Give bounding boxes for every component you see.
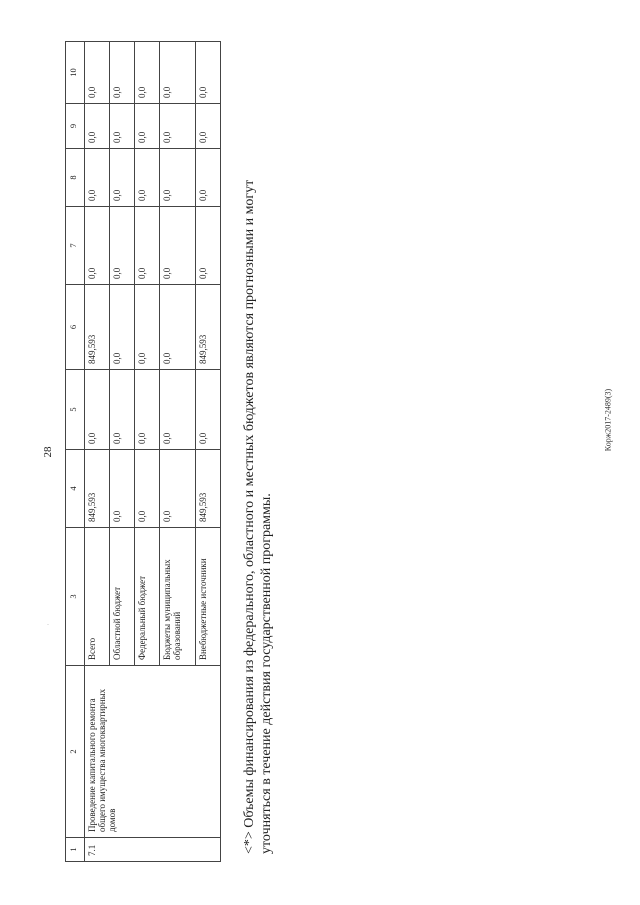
table-cell: 0,0 [110, 42, 135, 104]
col-header: 9 [66, 104, 85, 149]
rotated-content [65, 42, 295, 862]
table-cell: 0,0 [135, 450, 160, 528]
document-code: Корж2017-2489(3) [603, 388, 613, 452]
footnote-line: уточняться в течение действия государственной программы. [259, 493, 274, 854]
table-cell: 849,593 [196, 450, 221, 528]
table-cell: 0,0 [135, 149, 160, 207]
footnote-line: <*> Объемы финансирования из федерального, областного и местных бюджетов являются прогнозными и могут [242, 179, 257, 854]
table-cell: 0,0 [85, 104, 110, 149]
funding-source: Внебюджетные источники [196, 528, 221, 666]
table-cell: 0,0 [85, 42, 110, 104]
col-header: 5 [66, 370, 85, 450]
event-name: Проведение капитального ремонта общего имущества многоквартирных домов [85, 666, 221, 838]
table-cell: 0,0 [196, 149, 221, 207]
funding-source: Бюджеты муниципальных образований [160, 528, 196, 666]
table-cell: 849,593 [85, 450, 110, 528]
table-cell: 0,0 [110, 285, 135, 370]
table-cell: 849,593 [196, 285, 221, 370]
table-cell: 0,0 [135, 207, 160, 285]
table-cell: 0,0 [110, 207, 135, 285]
table-cell: 0,0 [135, 104, 160, 149]
col-header: 1 [66, 838, 85, 862]
table-cell: 0,0 [85, 149, 110, 207]
table-cell: 0,0 [160, 104, 196, 149]
table-cell: 0,0 [160, 450, 196, 528]
funding-source: Областной бюджет [110, 528, 135, 666]
row-number: 7.1 [85, 838, 221, 862]
page-number: 28 [42, 446, 54, 458]
funding-source: Всего [85, 528, 110, 666]
table-cell: 0,0 [85, 207, 110, 285]
table-cell: 0,0 [196, 42, 221, 104]
table-cell: 0,0 [160, 370, 196, 450]
table-cell: 0,0 [110, 370, 135, 450]
table-cell: 0,0 [135, 285, 160, 370]
col-header: 3 [66, 528, 85, 666]
scan-mark: · [43, 623, 53, 626]
table-cell: 0,0 [85, 370, 110, 450]
table-row [85, 42, 110, 862]
table-cell: 0,0 [160, 42, 196, 104]
table-cell: 0,0 [135, 370, 160, 450]
table-cell: 0,0 [196, 104, 221, 149]
table-cell: 0,0 [135, 42, 160, 104]
col-header: 7 [66, 207, 85, 285]
funding-source: Федеральный бюджет [135, 528, 160, 666]
col-header: 2 [66, 666, 85, 838]
col-header: 6 [66, 285, 85, 370]
table-cell: 0,0 [196, 207, 221, 285]
table-cell: 849,593 [85, 285, 110, 370]
footnote [241, 42, 275, 862]
table-cell: 0,0 [160, 149, 196, 207]
table-cell: 0,0 [196, 370, 221, 450]
col-header: 4 [66, 450, 85, 528]
table-cell: 0,0 [160, 207, 196, 285]
financing-table [65, 41, 221, 862]
table-cell: 0,0 [160, 285, 196, 370]
col-header: 10 [66, 42, 85, 104]
table-cell: 0,0 [110, 450, 135, 528]
header-row [66, 42, 85, 862]
table-cell: 0,0 [110, 149, 135, 207]
col-header: 8 [66, 149, 85, 207]
table-cell: 0,0 [110, 104, 135, 149]
